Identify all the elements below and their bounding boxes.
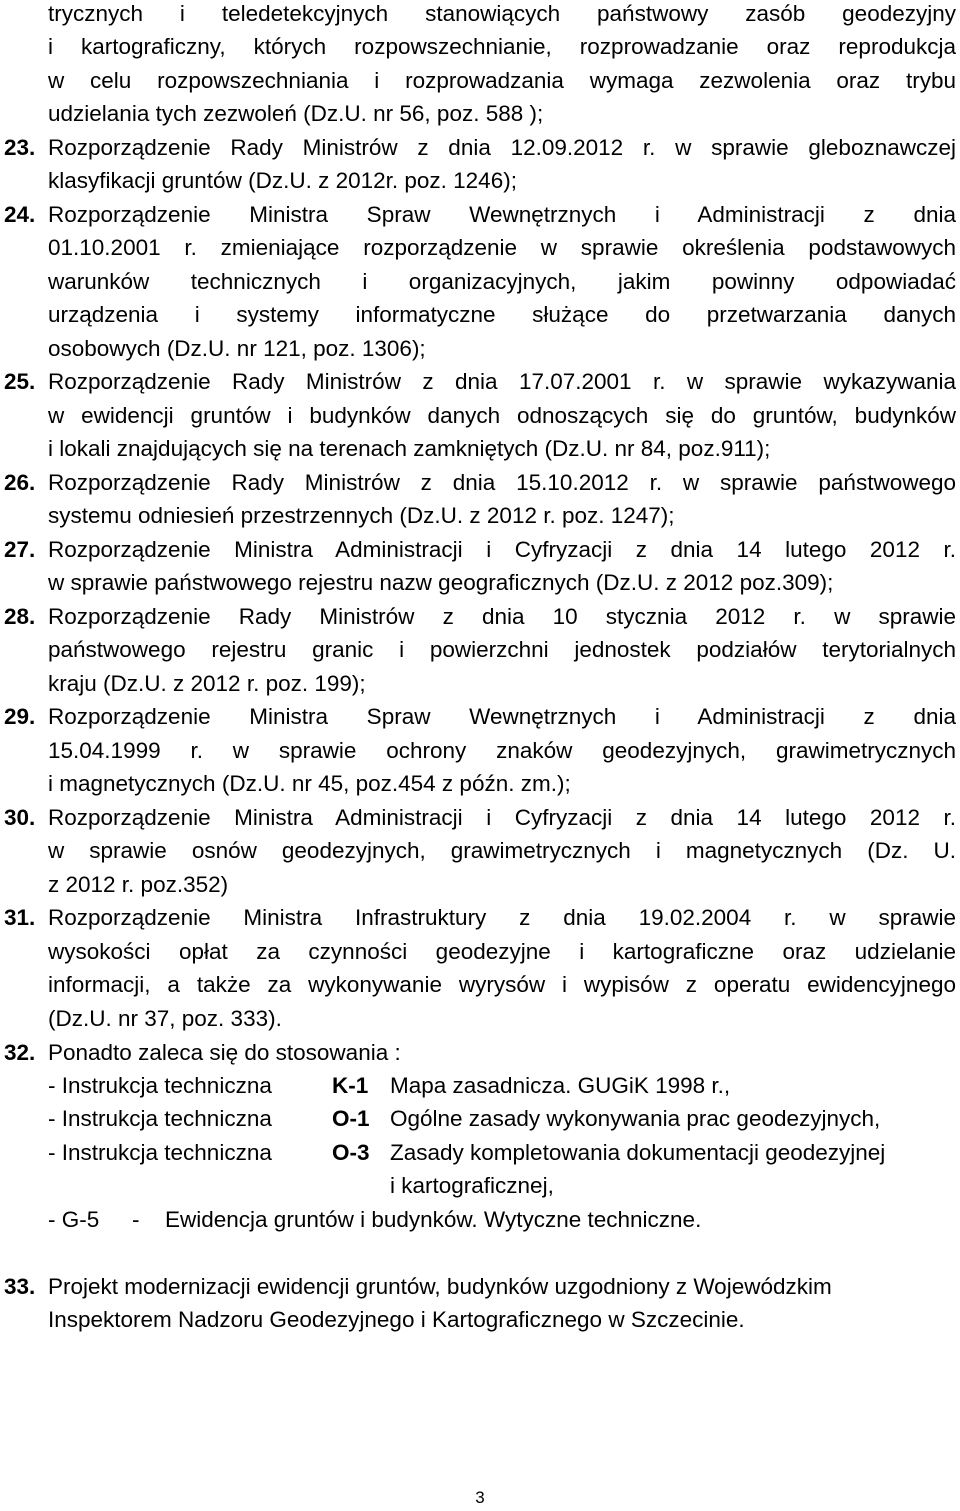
item-number: 26. <box>4 470 36 495</box>
text-line: Rozporządzenie Ministra Infrastruktury z dnia 19.02.2004 r. w sprawie <box>48 905 956 930</box>
text-line: państwowego rejestru granic i powierzchni jednostek podziałów terytorialnych <box>48 637 956 662</box>
instruction-prefix: - Instrukcja techniczna <box>48 1073 272 1098</box>
text-line: Inspektorem Nadzoru Geodezyjnego i Kartograficznego w Szczecinie. <box>48 1307 745 1332</box>
instruction-desc: Mapa zasadnicza. GUGiK 1998 r., <box>390 1073 731 1098</box>
text-line: Rozporządzenie Ministra Spraw Wewnętrznych i Administracji z dnia <box>48 202 956 227</box>
text-line: w ewidencji gruntów i budynków danych odnoszących się do gruntów, budynków <box>48 403 956 428</box>
text-line: Rozporządzenie Rady Ministrów z dnia 12.09.2012 r. w sprawie gleboznawczej <box>48 135 956 160</box>
item-number: 27. <box>4 537 36 562</box>
text-line: Ponadto zaleca się do stosowania : <box>48 1040 401 1065</box>
text-line: (Dz.U. nr 37, poz. 333). <box>48 1006 282 1031</box>
item-number: 29. <box>4 704 36 729</box>
text-line: urządzenia i systemy informatyczne służące do przetwarzania danych <box>48 302 956 327</box>
instruction-prefix: - Instrukcja techniczna <box>48 1106 272 1131</box>
text-line: Rozporządzenie Rady Ministrów z dnia 10 stycznia 2012 r. w sprawie <box>48 604 956 629</box>
instruction-code: O-1 <box>332 1106 370 1131</box>
text-line: klasyfikacji gruntów (Dz.U. z 2012r. poz. 1246); <box>48 168 517 193</box>
text-line: wysokości opłat za czynności geodezyjne i kartograficzne oraz udzielanie <box>48 939 956 964</box>
item-number: 25. <box>4 369 36 394</box>
instruction-code: O-3 <box>332 1140 370 1165</box>
text-line: Rozporządzenie Ministra Administracji i Cyfryzacji z dnia 14 lutego 2012 r. <box>48 537 956 562</box>
g5-dash: - <box>132 1207 140 1232</box>
text-line: Rozporządzenie Ministra Spraw Wewnętrznych i Administracji z dnia <box>48 704 956 729</box>
text-line: udzielania tych zezwoleń (Dz.U. nr 56, poz. 588 ); <box>48 101 544 126</box>
instruction-desc: Zasady kompletowania dokumentacji geodezyjnej <box>390 1140 886 1165</box>
g5-prefix: - G-5 <box>48 1207 100 1232</box>
item-number: 32. <box>4 1040 36 1065</box>
text-line: i kartograficzny, których rozpowszechnianie, rozprowadzanie oraz reprodukcja <box>48 34 956 59</box>
text-line: 01.10.2001 r. zmieniające rozporządzenie w sprawie określenia podstawowych <box>48 235 956 260</box>
text-line: informacji, a także za wykonywanie wyrysów i wypisów z operatu ewidencyjnego <box>48 972 956 997</box>
text-line: osobowych (Dz.U. nr 121, poz. 1306); <box>48 336 426 361</box>
instruction-desc-continued: i kartograficznej, <box>390 1173 554 1198</box>
instruction-desc: Ogólne zasady wykonywania prac geodezyjnych, <box>390 1106 881 1131</box>
g5-desc: Ewidencja gruntów i budynków. Wytyczne techniczne. <box>165 1207 702 1232</box>
text-line: Rozporządzenie Rady Ministrów z dnia 17.07.2001 r. w sprawie wykazywania <box>48 369 956 394</box>
text-line: w sprawie państwowego rejestru nazw geograficznych (Dz.U. z 2012 poz.309); <box>48 570 834 595</box>
item-number: 23. <box>4 135 36 160</box>
text-line: Projekt modernizacji ewidencji gruntów, budynków uzgodniony z Wojewódzkim <box>48 1274 832 1299</box>
text-line: w sprawie osnów geodezyjnych, grawimetrycznych i magnetycznych (Dz. U. <box>48 838 956 863</box>
text-line: kraju (Dz.U. z 2012 r. poz. 199); <box>48 671 366 696</box>
text-line: z 2012 r. poz.352) <box>48 872 229 897</box>
text-line: trycznych i teledetekcyjnych stanowiących państwowy zasób geodezyjny <box>48 1 956 26</box>
item-number: 28. <box>4 604 36 629</box>
page-number: 3 <box>475 1488 485 1507</box>
item-number: 31. <box>4 905 36 930</box>
text-line: Rozporządzenie Ministra Administracji i Cyfryzacji z dnia 14 lutego 2012 r. <box>48 805 956 830</box>
item-number: 30. <box>4 805 36 830</box>
text-line: warunków technicznych i organizacyjnych, jakim powinny odpowiadać <box>48 269 956 294</box>
item-number: 24. <box>4 202 36 227</box>
item-number: 33. <box>4 1274 36 1299</box>
text-line: i lokali znajdujących się na terenach zamkniętych (Dz.U. nr 84, poz.911); <box>48 436 771 461</box>
instruction-code: K-1 <box>332 1073 369 1098</box>
text-line: Rozporządzenie Rady Ministrów z dnia 15.10.2012 r. w sprawie państwowego <box>48 470 956 495</box>
instruction-prefix: - Instrukcja techniczna <box>48 1140 272 1165</box>
text-line: 15.04.1999 r. w sprawie ochrony znaków geodezyjnych, grawimetrycznych <box>48 738 956 763</box>
text-line: systemu odniesień przestrzennych (Dz.U. z 2012 r. poz. 1247); <box>48 503 675 528</box>
text-line: i magnetycznych (Dz.U. nr 45, poz.454 z późn. zm.); <box>48 771 571 796</box>
text-line: w celu rozpowszechniania i rozprowadzania wymaga zezwolenia oraz trybu <box>48 68 956 93</box>
